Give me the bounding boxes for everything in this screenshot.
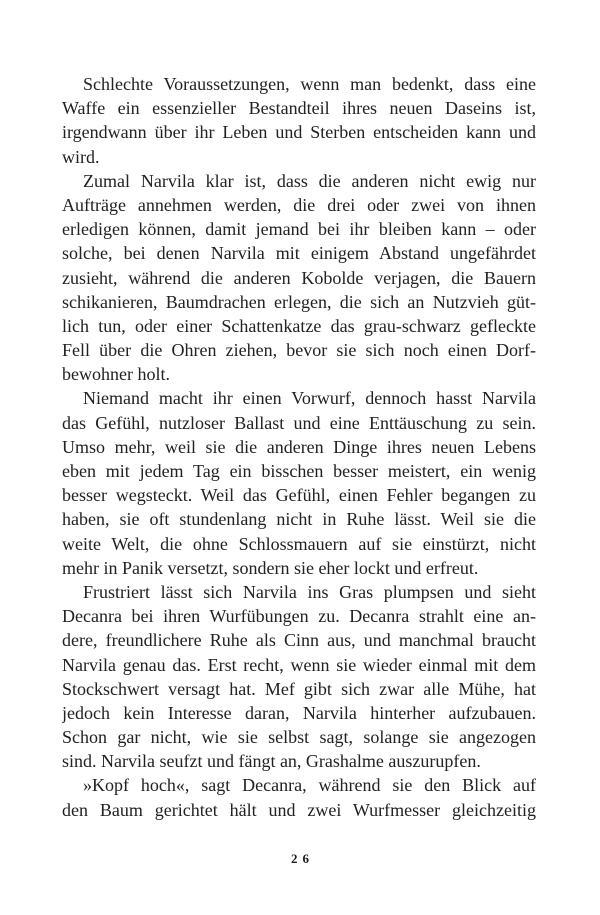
text-line: Zumal Narvila klar ist, dass die anderen nicht ewig nur: [83, 170, 536, 191]
text-line: Aufträge annehmen werden, die drei oder zwei von ihnen: [62, 194, 536, 215]
paragraph: [62, 72, 536, 169]
paragraph: [62, 580, 536, 774]
text-line: lich tun, oder einer Schattenkatze das grau-schwarz gefleckte: [62, 315, 536, 336]
text-line: dere, freundlichere Ruhe als Cinn aus, und manchmal braucht: [62, 630, 536, 651]
text-line: haben, sie oft stundenlang nicht in Ruhe lässt. Weil sie die: [62, 509, 536, 530]
text-line: Umso mehr, weil sie die anderen Dinge ihres neuen Lebens: [62, 436, 536, 457]
text-line: den Baum gerichtet hält und zwei Wurfmesser gleichzeitig: [62, 799, 536, 820]
text-line: »Kopf hoch«, sagt Decanra, während sie den Blick auf: [83, 775, 536, 796]
text-line: Narvila genau das. Erst recht, wenn sie wieder einmal mit dem: [62, 654, 536, 675]
text-line: mehr in Panik versetzt, sondern sie eher lockt und erfreut.: [62, 557, 479, 578]
text-line: das Gefühl, nutzloser Ballast und eine Enttäuschung zu sein.: [62, 412, 536, 433]
text-line: jedoch kein Interesse daran, Narvila hinterher aufzubauen.: [62, 702, 536, 723]
text-line: schikanieren, Baumdrachen erlegen, die sich an Nutzvieh güt-: [62, 291, 536, 312]
paragraph: [62, 386, 536, 580]
text-line: Decanra bei ihren Wurfübungen zu. Decanra strahlt eine an-: [62, 606, 536, 627]
text-line: erledigen können, damit jemand bei ihr bleiben kann – oder: [62, 219, 536, 240]
text-line: eben mit jedem Tag ein bisschen besser meistert, ein wenig: [62, 461, 536, 481]
text-line: weite Welt, die ohne Schlossmauern auf sie einstürzt, nicht: [62, 533, 536, 554]
page-number: 26: [291, 851, 314, 866]
text-line: Waffe ein essenzieller Bestandteil ihres neuen Daseins ist,: [62, 98, 536, 119]
text-line: Schlechte Voraussetzungen, wenn man bedenkt, dass eine: [83, 74, 536, 94]
paragraph: [62, 169, 536, 387]
paragraph: [62, 773, 536, 821]
text-line: Stockschwert versagt hat. Mef gibt sich zwar alle Mühe, hat: [62, 678, 536, 699]
text-line: wird.: [62, 146, 100, 167]
text-line: Frustriert lässt sich Narvila ins Gras plumpsen und sieht: [83, 581, 536, 602]
text-line: solche, bei denen Narvila mit einigem Abstand ungefährdet: [62, 243, 536, 264]
text-line: irgendwann über ihr Leben und Sterben entscheiden kann und: [62, 122, 536, 143]
text-line: sind. Narvila seufzt und fängt an, Grashalme auszurupfen.: [62, 751, 481, 772]
text-line: bewohner holt.: [62, 364, 170, 385]
text-line: Fell über die Ohren ziehen, bevor sie sich noch einen Dorf-: [62, 340, 536, 361]
text-line: Niemand macht ihr einen Vorwurf, dennoch hasst Narvila: [83, 388, 536, 409]
text-line: zusieht, während die anderen Kobolde verjagen, die Bauern: [62, 267, 536, 288]
text-line: besser wegsteckt. Weil das Gefühl, einen Fehler begangen zu: [62, 485, 536, 506]
page-text: [62, 72, 536, 822]
text-line: Schon gar nicht, wie sie selbst sagt, solange sie angezogen: [62, 727, 536, 748]
